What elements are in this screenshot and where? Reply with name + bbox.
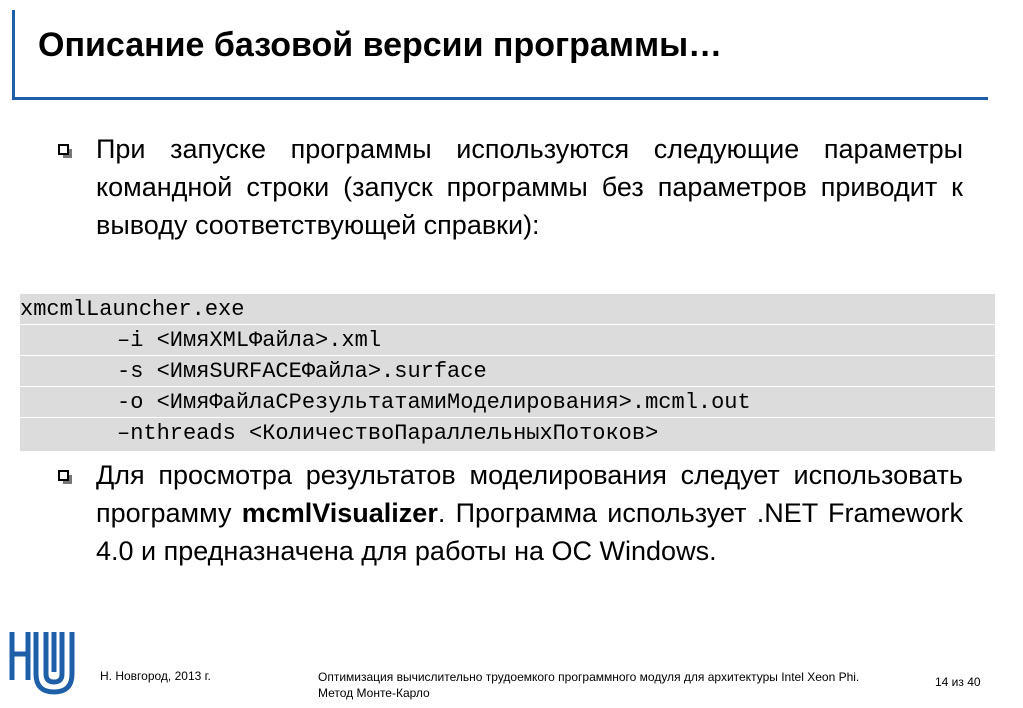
footer <box>0 655 1023 708</box>
code-line: –nthreads <КоличествоПараллельныхПотоков> <box>117 421 659 446</box>
bullet2-text-start: Для просмотра результатов моделирования следует использовать программу <box>96 460 963 528</box>
page-number: 14 из 40 <box>935 675 981 689</box>
footer-city-year: Н. Новгород, 2013 г. <box>100 669 211 683</box>
code-line: xmcmlLauncher.exe <box>20 294 995 325</box>
bullet2-text-end: . Программа использует .NET Framework 4.0 и предназначена для работы на ОС Windows. <box>96 498 964 566</box>
code-line: -o <ИмяФайлаСРезультатамиМоделирования>.mcml.out <box>20 387 995 418</box>
bullet-text-2 <box>96 456 963 570</box>
bullet-text-1: При запуске программы используются следующие параметры командной строки (запуск программы без параметров приводит к выводу соответствующей справки): <box>96 134 963 240</box>
checkbox-bullet-icon <box>58 144 69 155</box>
code-line: -s <ИмяSURFACEФайла>.surface <box>20 356 995 387</box>
footer-description: Оптимизация вычислительно трудоемкого программного модуля для архитектуры Intel Xeon Phi. Метод Монте-Карло <box>318 670 860 700</box>
bullet-item-1 <box>58 130 963 244</box>
slide-title: Описание базовой версии программы… <box>38 26 723 64</box>
code-line: –i <ИмяXMLФайла>.xml <box>20 325 995 356</box>
checkbox-bullet-icon <box>58 470 69 481</box>
program-name: mcmlVisualizer <box>241 498 438 528</box>
bullet-item-2 <box>58 456 963 570</box>
code-block <box>20 294 995 451</box>
